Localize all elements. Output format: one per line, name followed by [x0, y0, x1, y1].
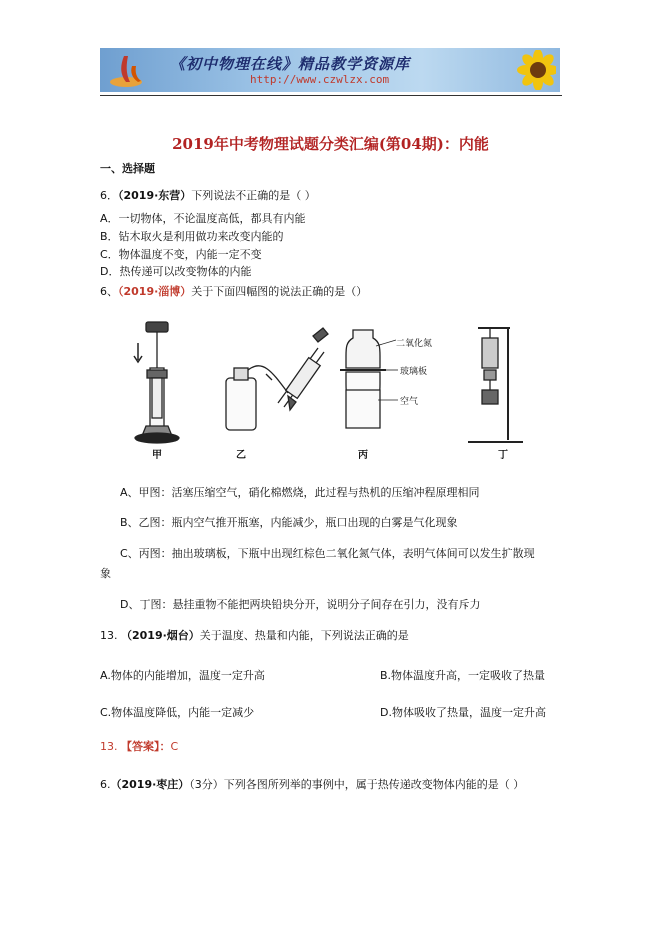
site-logo-icon: [108, 52, 148, 88]
header-banner: [100, 48, 560, 92]
question-source: （2019·烟台）: [121, 629, 200, 642]
question-number: 6、: [100, 285, 118, 298]
q3-answer: [100, 740, 178, 754]
answer-label: 【答案】：: [121, 740, 171, 753]
figure-yi-bottle: [226, 328, 328, 430]
q1-option-b: B．钻木取火是利用做功来改变内能的: [100, 230, 284, 243]
sunflower-icon: [496, 50, 556, 90]
document-title: 2019年中考物理试题分类汇编(第04期)：内能: [172, 135, 489, 153]
question-3-stem: [100, 629, 409, 643]
question-source: （2019·东营）: [118, 189, 192, 202]
figure-bing-bottles: [340, 330, 398, 428]
question-text: 关于下面四幅图的说法正确的是（）: [191, 285, 368, 298]
figure-label-jia: 甲: [152, 450, 162, 461]
q2-option-d: D、丁图：悬挂重物不能把两块铅块分开，说明分子间存在引力，没有斥力: [120, 598, 481, 611]
question-4-stem: [100, 778, 524, 792]
header-rule: [100, 95, 562, 96]
banner-title: 《初中物理在线》精品教学资源库: [170, 55, 411, 73]
figure-label-ding: 丁: [498, 450, 508, 461]
question-text: 关于温度、热量和内能，下列说法正确的是: [199, 629, 409, 642]
question-number: 6.: [100, 778, 111, 791]
answer-number: 13.: [100, 740, 118, 753]
question-2-stem: [100, 285, 367, 299]
q3-option-b: B.物体温度升高，一定吸收了热量: [380, 669, 546, 682]
q1-option-d: D．热传递可以改变物体的内能: [100, 265, 252, 278]
question-source: （2019·枣庄）: [110, 778, 190, 791]
answer-value: C: [170, 740, 179, 753]
section-heading: 一、选择题: [100, 162, 155, 175]
question-source: （2019·淄博）: [118, 285, 192, 298]
figure-label-yi: 乙: [236, 450, 246, 461]
question-text: 下列说法不正确的是（ ）: [191, 189, 316, 202]
q2-option-a: A、甲图：活塞压缩空气，硝化棉燃烧，此过程与热机的压缩冲程原理相同: [120, 486, 480, 499]
question-number: 13.: [100, 629, 118, 642]
figure-label-bing: 丙: [358, 450, 368, 461]
question-1-stem: [100, 189, 316, 203]
q2-option-c: C、丙图：抽出玻璃板，下瓶中出现红棕色二氧化氮气体，表明气体间可以发生扩散现: [120, 547, 535, 560]
label-no2: 二氧化氮: [396, 339, 433, 349]
q2-option-c-wrap: 象: [100, 567, 111, 580]
q3-option-c: C.物体温度降低，内能一定减少: [100, 706, 255, 719]
four-experiments-figure: [128, 318, 528, 463]
q3-option-a: A.物体的内能增加，温度一定升高: [100, 669, 265, 682]
q1-option-c: C．物体温度不变，内能一定不变: [100, 248, 262, 261]
label-air: 空气: [400, 397, 419, 407]
question-number: 6．: [100, 189, 118, 202]
q2-option-b: B、乙图：瓶内空气推开瓶塞，内能减少，瓶口出现的白雾是气化现象: [120, 516, 458, 529]
figure-ding-lead-blocks: [468, 328, 523, 442]
figure-jia-piston: [134, 322, 179, 443]
q1-option-a: A．一切物体，不论温度高低，都具有内能: [100, 212, 306, 225]
banner-url[interactable]: http://www.czwlzx.com: [250, 73, 390, 86]
q3-option-d: D.物体吸收了热量，温度一定升高: [380, 706, 546, 719]
question-text: （3分）下列各图所列举的事例中，属于热传递改变物体内能的是（ ）: [189, 778, 525, 791]
label-glass-plate: 玻璃板: [400, 367, 428, 377]
